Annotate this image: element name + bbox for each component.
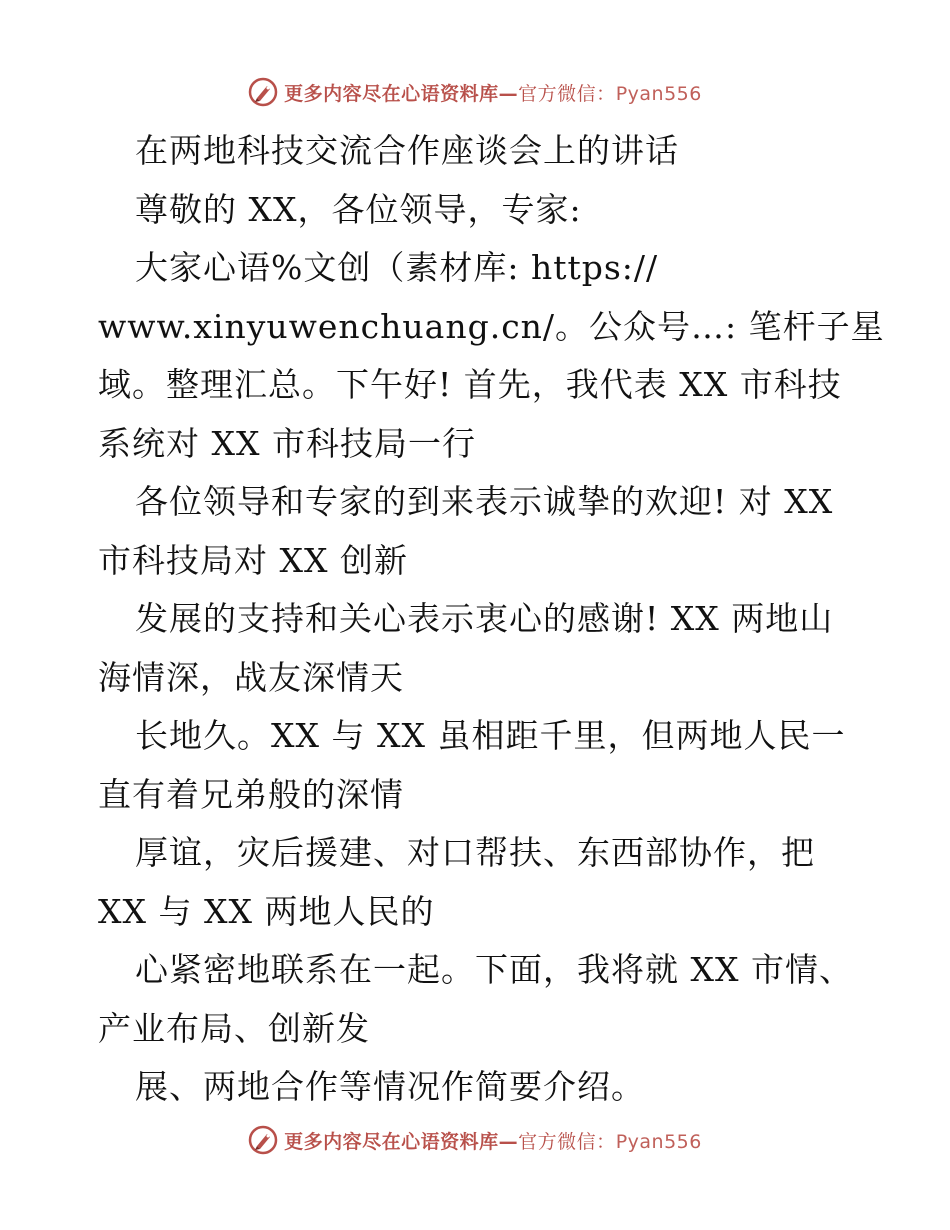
document-title: 在两地科技交流合作座谈会上的讲话 [135,131,679,170]
footer-banner-separator: — [498,1130,519,1153]
paragraph-line: 海情深，战友深情天 [98,657,404,697]
footer-banner-wechat-label: 官方微信： [518,1130,616,1153]
header-banner-wechat-account: Pyan556 [615,82,702,105]
paragraph-line: 展、两地合作等情况作简要介绍。 [135,1067,645,1106]
footer-banner-wechat-account: Pyan556 [615,1130,702,1153]
header-watermark-banner [0,72,950,112]
paragraph-line: 长地久。XX 与 XX 虽相距千里，但两地人民一 [135,716,846,755]
pen-nib-logo-icon [248,77,278,107]
paragraph-line: 心紧密地联系在一起。下面，我将就 XX 市情、 [135,950,853,989]
header-banner-text [284,79,702,106]
paragraph-line: 大家心语%文创（素材库: https:// [135,248,659,287]
paragraph-line: XX 与 XX 两地人民的 [98,891,435,931]
paragraph-line: 厚谊，灾后援建、对口帮扶、东西部协作，把 [135,833,815,872]
paragraph-line: 各位领导和专家的到来表示诚挚的欢迎! 对 XX [135,482,834,521]
header-banner-separator: — [498,82,519,105]
header-banner-main-text: 更多内容尽在心语资料库 [284,82,499,105]
paragraph-line: 直有着兄弟般的深情 [98,774,404,814]
header-banner-wechat-label: 官方微信： [518,82,616,105]
paragraph-line: 域。整理汇总。下午好! 首先，我代表 XX 市科技 [98,365,842,404]
paragraph-line: www.xinyuwenchuang.cn/。公众号…: 笔杆子星 [98,306,885,346]
pen-nib-logo-icon [248,1125,278,1155]
paragraph-line: 产业布局、创新发 [98,1008,370,1048]
paragraph-line: 系统对 XX 市科技局一行 [98,423,476,463]
footer-banner-text [284,1127,702,1154]
footer-banner-main-text: 更多内容尽在心语资料库 [284,1130,499,1153]
document-body [98,122,885,1117]
paragraph-line: 市科技局对 XX 创新 [98,540,408,580]
salutation: 尊敬的 XX，各位领导，专家: [135,189,582,229]
paragraph-line: 发展的支持和关心表示衷心的感谢! XX 两地山 [135,599,834,638]
footer-watermark-banner [0,1120,950,1160]
